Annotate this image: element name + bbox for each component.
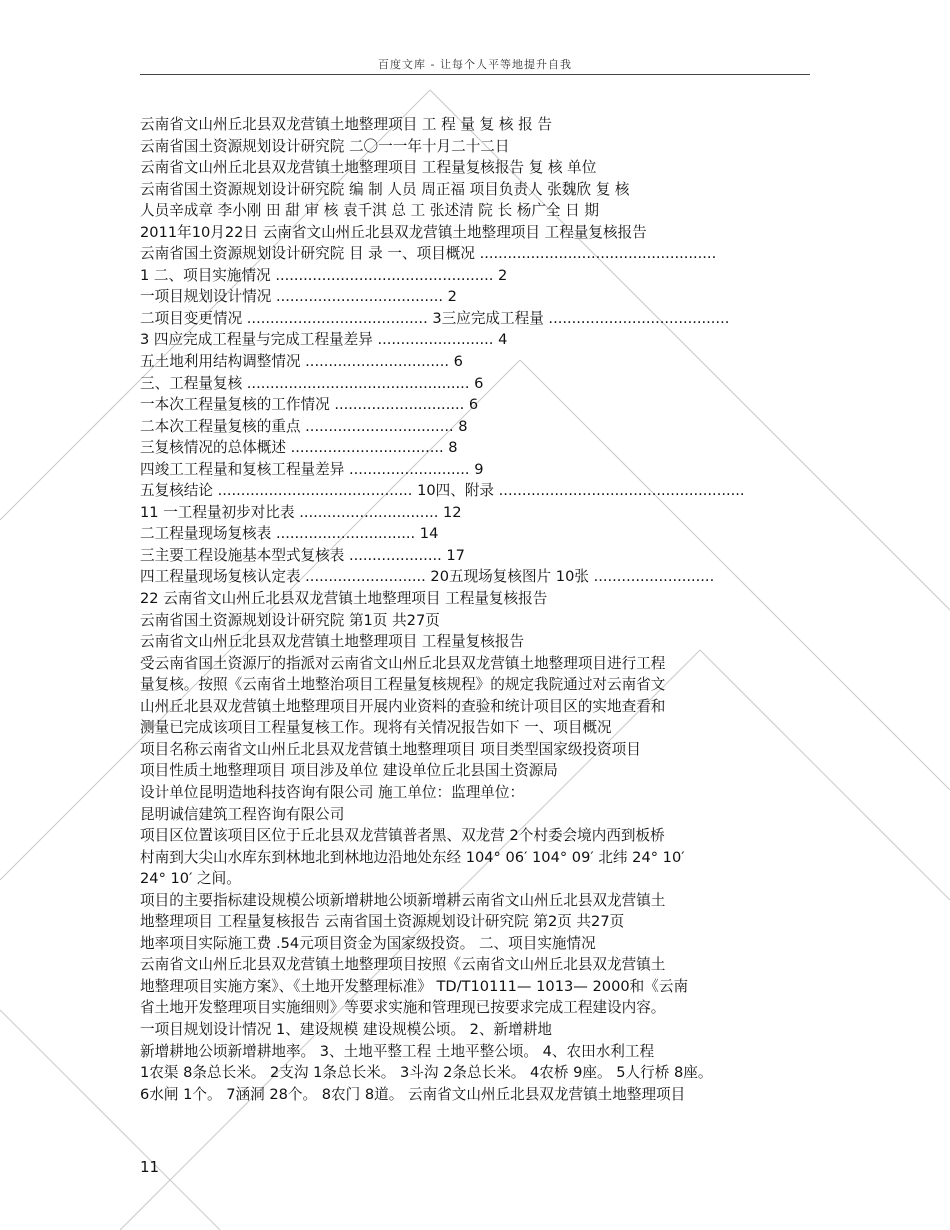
toc-line: 二项目变更情况 ....................................... 3三应完成工程量 ....................................... <box>140 309 730 327</box>
paragraph-line: 量复核。按照《云南省土地整治项目工程量复核规程》的规定我院通过对云南省文 <box>140 676 666 694</box>
paragraph-line: 地率项目实际施工费 .54元项目资金为国家级投资。 二、项目实施情况 <box>140 934 596 952</box>
paragraph-line: 6水闸 1个。 7涵洞 28个。 8农门 8道。 云南省文山州丘北县双龙营镇土地整理项目 <box>140 1085 686 1103</box>
paragraph-line: 1农渠 8条总长米。 2支沟 1条总长米。 3斗沟 2条总长米。 4农桥 9座。 5人行桥 8座。 <box>140 1064 713 1082</box>
body-line: 云南省文山州丘北县双龙营镇土地整理项目 工 程 量 复 核 报 告 <box>140 116 552 133</box>
toc-line: 三主要工程设施基本型式复核表 .................... 17 <box>140 546 465 564</box>
paragraph-line: 地整理项目 工程量复核报告 云南省国土资源规划设计研究院 第2页 共27页 <box>140 913 625 931</box>
body-line: 22 云南省文山州丘北县双龙营镇土地整理项目 工程量复核报告 <box>140 590 548 608</box>
page-header: 百度文库 - 让每个人平等地提升自我 <box>378 58 572 71</box>
paragraph-line: 山州丘北县双龙营镇土地整理项目开展内业资料的查验和统计项目区的实地查看和 <box>140 697 666 715</box>
document-body <box>140 114 812 1105</box>
toc-line: 四工程量现场复核认定表 .......................... 20五现场复核图片 10张 .......................... <box>140 568 715 586</box>
paragraph-line: 一项目规划设计情况 1、建设规模 建设规模公顷。 2、新增耕地 <box>140 1020 552 1038</box>
toc-line: 一项目规划设计情况 .................................... 2 <box>140 288 457 306</box>
body-line: 云南省国土资源规划设计研究院 二〇一一年十月二十二日 <box>140 137 510 155</box>
toc-line: 云南省国土资源规划设计研究院 目 录 一、项目概况 ................................................... <box>140 245 717 263</box>
paragraph-line: 云南省文山州丘北县双龙营镇土地整理项目按照《云南省文山州丘北县双龙营镇土 <box>140 956 666 974</box>
paragraph-line: 项目性质土地整理项目 项目涉及单位 建设单位丘北县国土资源局 <box>140 762 558 780</box>
toc-line: 3 四应完成工程量与完成工程量差异 ......................... 4 <box>140 331 508 349</box>
paragraph-line: 设计单位昆明造地科技咨询有限公司 施工单位：监理单位： <box>140 783 525 801</box>
body-line: 云南省文山州丘北县双龙营镇土地整理项目 工程量复核报告 <box>140 633 525 651</box>
toc-line: 五复核结论 .......................................... 10四、附录 ..................................................... <box>140 482 745 500</box>
paragraph-line: 测量已完成该项目工程量复核工作。现将有关情况报告如下 一、项目概况 <box>140 719 612 737</box>
toc-line: 四竣工工程量和复核工程量差异 .......................... 9 <box>140 460 484 478</box>
header-divider <box>140 74 810 75</box>
body-line: 云南省国土资源规划设计研究院 编 制 人员 周正福 项目负责人 张魏欣 复 核 <box>140 180 630 198</box>
paragraph-line: 村南到大尖山水库东到林地北到林地边沿地处东经 104° 06′ 104° 09′ 北纬 24° 10′ <box>140 848 685 866</box>
paragraph-line: 昆明诚信建筑工程咨询有限公司 <box>140 805 345 823</box>
toc-line: 1 二、项目实施情况 ............................................... 2 <box>140 266 508 284</box>
toc-line: 三复核情况的总体概述 ................................. 8 <box>140 439 458 457</box>
toc-line: 五土地利用结构调整情况 ............................... 6 <box>140 353 463 371</box>
paragraph-line: 24° 10′ 之间。 <box>140 870 241 888</box>
paragraph-line: 地整理项目实施方案》、《土地开发整理标准》 TD/T10111— 1013— 2000和《云南 <box>140 977 689 995</box>
paragraph-line: 新增耕地公顷新增耕地率。 3、土地平整工程 土地平整公顷。 4、农田水利工程 <box>140 1042 655 1060</box>
page-number: 11 <box>140 1158 160 1176</box>
body-line: 云南省文山州丘北县双龙营镇土地整理项目 工程量复核报告 复 核 单位 <box>140 159 597 177</box>
paragraph-line: 项目区位置该项目区位于丘北县双龙营镇普者黑、双龙营 2个村委会境内西到板桥 <box>140 827 665 845</box>
body-line: 人员辛成章 李小刚 田 甜 审 核 袁千淇 总 工 张述清 院 长 杨广全 日 期 <box>140 202 599 220</box>
body-line: 2011年10月22日 云南省文山州丘北县双龙营镇土地整理项目 工程量复核报告 <box>140 223 647 241</box>
toc-line: 11 一工程量初步对比表 .............................. 12 <box>140 503 462 521</box>
paragraph-line: 项目的主要指标建设规模公顷新增耕地公顷新增耕云南省文山州丘北县双龙营镇土 <box>140 891 666 909</box>
toc-line: 三、工程量复核 ................................................ 6 <box>140 374 484 392</box>
toc-line: 二本次工程量复核的重点 ................................ 8 <box>140 417 468 435</box>
paragraph-line: 项目名称云南省文山州丘北县双龙营镇土地整理项目 项目类型国家级投资项目 <box>140 740 641 758</box>
paragraph-line: 受云南省国土资源厅的指派对云南省文山州丘北县双龙营镇土地整理项目进行工程 <box>140 654 666 672</box>
toc-line: 一本次工程量复核的工作情况 ............................ 6 <box>140 396 479 414</box>
toc-line: 二工程量现场复核表 .............................. 14 <box>140 525 439 543</box>
paragraph-line: 省土地开发整理项目实施细则》等要求实施和管理现已按要求完成工程建设内容。 <box>140 999 666 1017</box>
body-line: 云南省国土资源规划设计研究院 第1页 共27页 <box>140 611 440 629</box>
